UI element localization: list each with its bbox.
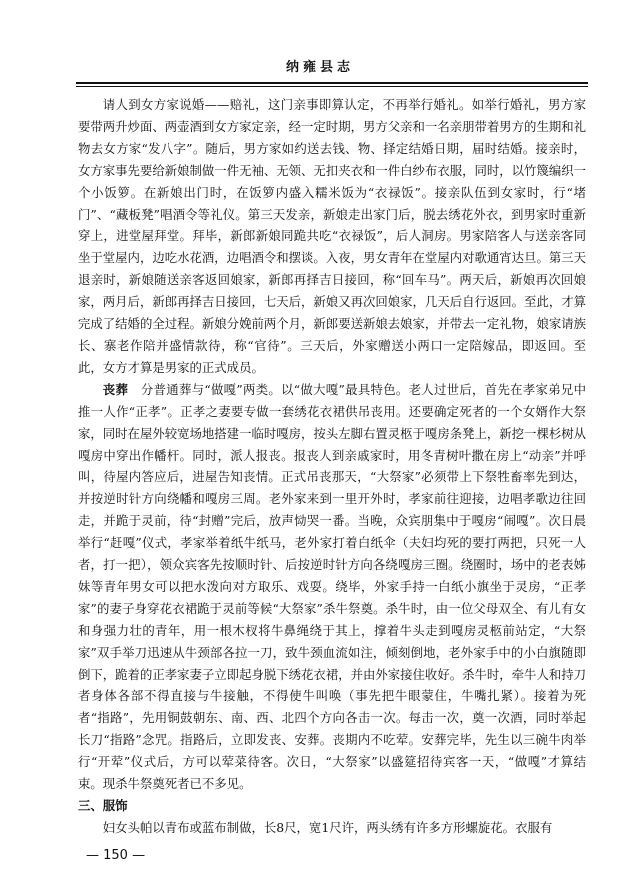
paragraph-funeral-customs (78, 379, 586, 795)
section-heading-costume: 三、服饰 (78, 798, 128, 813)
funeral-text: 分普通葬与“做嘎”两类。以“做大嘎”最具特色。老人过世后，首先在孝家弟兄中推一人作“正孝”。正孝之妻要专做一套绣花衣裙供吊丧用。还要确定死者的一个女婿作大祭家，同时在屋外较宽场地搭建一临时嘎房，按头左脚右置灵柩于嘎房条凳上，新挖一棵杉树从嘎房中穿出作幡杆。同时，派人报丧。报丧人到亲戚家时，用冬青树叶撒在房上“动亲”并呼叫，待屋内答应后，进屋告知丧情。正式吊丧那天，“大祭家”必须带上下祭牲畜率先到达，并按逆时针方向绕幡和嘎房三周。老外家来到一里开外时，孝家前往迎接，边唱孝歌边往回走，并跪于灵前，待“封赠”完后，放声恸哭一番。当晚，众宾朋集中于嘎房“闹嘎”。次日晨举行“赶嘎”仪式，孝家举着纸牛纸马，老外家打着白纸伞（夫妇均死的要打两把，只死一人者，打一把），领众宾客先按顺时针、后按逆时针方向各绕嘎房三圈。绕圈时，场中的老表姊妹等青年男女可以把水泼向对方取乐、戏耍。绕毕，外家手持一白纸小旗坐于灵房，“正孝家”的妻子身穿花衣裙跪于灵前等候“大祭家”杀牛祭奠。杀牛时，由一位父母双全、有儿有女和身强力壮的青年，用一根木杈将牛鼻绳绕于其上，撑着牛头走到嘎房灵柩前站定，“大祭家”双手举刀迅速从牛颈部各拉一刀，致牛颈血流如注，倾刻倒地，老外家手中的小白旗随即倒下，跪着的正孝家妻子立即起身脱下绣花衣裙，并由外家接住收好。杀牛时，牵牛人和持刀者身体各部不得直接与牛接触，不得使牛叫唤（事先把牛眼蒙住，牛嘴扎紧）。接着为死者“指路”，先用铜鼓朝东、南、西、北四个方向各击一次。每击一次，奠一次酒，同时举起长刀“指路”念咒。指路后，立即发丧、安葬。丧期内不吃荤。安葬完毕，先生以三碗牛肉举行“开荤”仪式后，方可以荤菜待客。次日，“大祭家”以盛筵招待宾客一天，“做嘎”才算结束。现杀牛祭奠死者已不多见。 (78, 381, 587, 792)
header-rule (76, 82, 588, 87)
page-number: — 150 — (86, 848, 146, 863)
term-funeral: 丧葬 (102, 381, 129, 397)
running-header: 纳雍县志 (285, 60, 354, 75)
body-text (78, 94, 586, 839)
paragraph-wedding-customs: 请人到女方家说婚——赔礼，这门亲事即算认定，不再举行婚礼。如举行婚礼，男方家要带两升炒面、两壶酒到女方家定亲，经一定时期，男方父亲和一名亲朋带着男方的生期和礼物去女方家“发八字”。随后，男方家如约送去钱、物、择定结婚日期，届时结婚。接亲时，女方家事先要给新娘制做一件无袖、无领、无扣夹衣和一件白纱布衣服，同时，以竹篾编织一个小饭箩。在新娘出门时，在饭箩内盛入糯米饭为“衣禄饭”。接亲队伍到女家时，行“堵门”、“藏板凳”唱酒令等礼仪。第三天发亲，新娘走出家门后，脱去绣花外衣，到男家时重新穿上，进堂屋拜堂。拜毕，新郎新娘同跪共吃“衣禄饭”，后人洞房。男家陪客人与送亲客同坐于堂屋内，边吃水花酒，边唱酒令和摆谈。入夜，男女青年在堂屋内对歌通宵达旦。第三天退亲时，新娘随送亲客返回娘家，新郎再择吉日接回，称“回车马”。两天后，新娘再次回娘家，两月后，新郎再择吉日接回，七天后，新娘又再次回娘家，几天后自行返回。至此，才算完成了结婚的全过程。新娘分娩前两个月，新郎要送新娘去娘家，并带去一定礼物，娘家请族长、寨老作陪并盛情款待，称“官待”。三天后，外家赠送小两口一定陪嫁品，即返回。至此，女方才算是男家的正式成员。 (78, 97, 587, 375)
paragraph-costume: 妇女头帕以青布或蓝布制做，长8尺，宽1尺许，两头绣有许多方形螺旋花。衣服有 (102, 819, 553, 835)
